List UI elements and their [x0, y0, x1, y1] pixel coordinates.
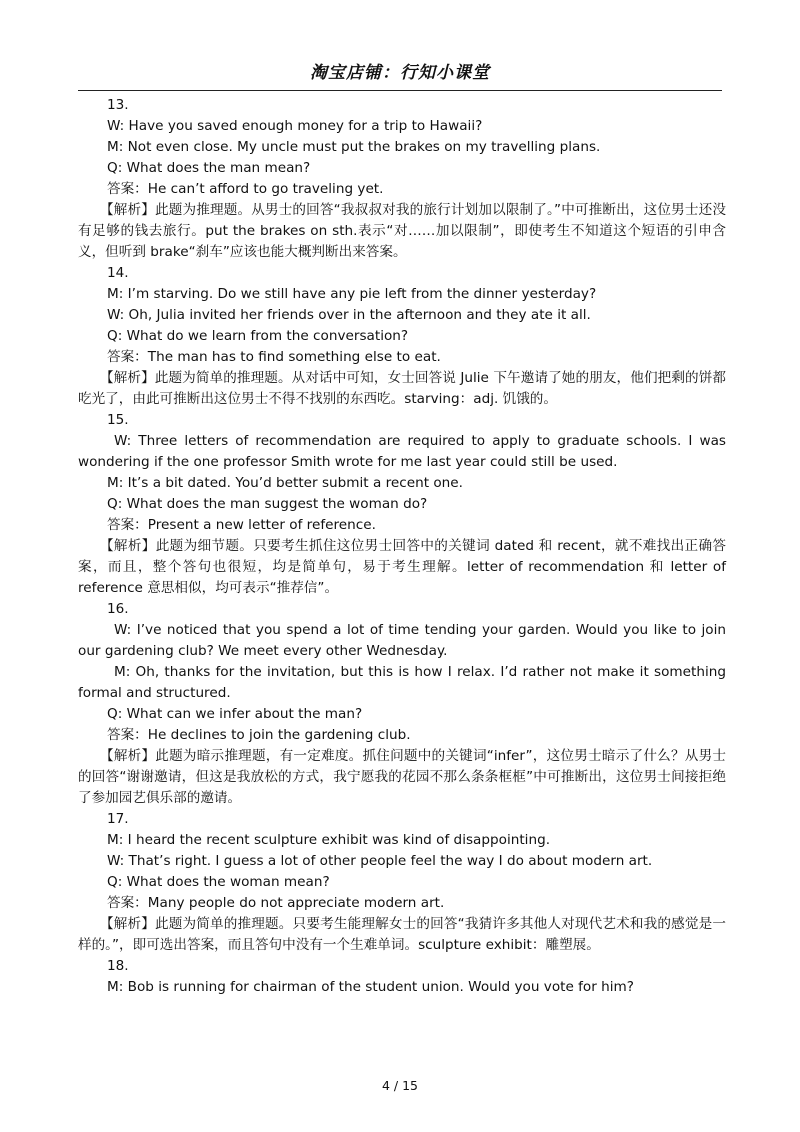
- text-line: M: Bob is running for chairman of the student union. Would you vote for him?: [107, 979, 635, 995]
- text-line: M: Not even close. My uncle must put the brakes on my travelling plans.: [107, 139, 601, 155]
- document-body: [78, 95, 726, 998]
- text-line: 16.: [107, 601, 129, 617]
- text-line: 13.: [107, 97, 129, 113]
- analysis-paragraph: 【解析】此题为细节题。只要考生抓住这位男士回答中的关键词 dated 和 recent，就不难找出正确答案，而且，整个答句也很短，均是简单句，易于考生理解。letter of recommendation 和 letter of reference 意思相似，均可表示“推荐信”。: [78, 538, 726, 596]
- text-line: W: Oh, Julia invited her friends over in the afternoon and they ate it all.: [107, 307, 591, 323]
- analysis-paragraph: 【解析】此题为暗示推理题，有一定难度。抓住问题中的关键词“infer”，这位男士暗示了什么？从男士的回答“谢谢邀请，但这是我放松的方式，我宁愿我的花园不那么条条框框”中可推断出，这位男士间接拒绝了参加园艺俱乐部的邀请。: [78, 748, 726, 806]
- text-line: 18.: [107, 958, 129, 974]
- text-line: 答案：He declines to join the gardening club.: [107, 727, 411, 743]
- text-line: 答案：Many people do not appreciate modern art.: [107, 895, 445, 911]
- analysis-paragraph: 【解析】此题为简单的推理题。只要考生能理解女士的回答“我猜许多其他人对现代艺术和我的感觉是一样的。”，即可选出答案，而且答句中没有一个生难单词。sculpture exhibit：雕塑展。: [78, 916, 726, 953]
- text-line: Q: What do we learn from the conversation?: [107, 328, 409, 344]
- text-line: M: I’m starving. Do we still have any pie left from the dinner yesterday?: [107, 286, 597, 302]
- text-line: Q: What can we infer about the man?: [107, 706, 363, 722]
- text-line: W: Have you saved enough money for a trip to Hawaii?: [107, 118, 483, 134]
- text-line: 17.: [107, 811, 129, 827]
- text-line: Q: What does the man mean?: [107, 160, 311, 176]
- text-line: 答案：Present a new letter of reference.: [107, 517, 376, 533]
- text-line: W: That’s right. I guess a lot of other people feel the way I do about modern art.: [107, 853, 653, 869]
- page-header: [78, 58, 722, 91]
- text-line: 14.: [107, 265, 129, 281]
- text-line: 15.: [107, 412, 129, 428]
- text-line: W: I’ve noticed that you spend a lot of time tending your garden. Would you like to join our gardening club? We meet every other Wednesday.: [78, 622, 726, 659]
- text-line: Q: What does the man suggest the woman do?: [107, 496, 428, 512]
- text-line: W: Three letters of recommendation are required to apply to graduate schools. I was wondering if the one professor Smith wrote for me last year could still be used.: [78, 433, 726, 470]
- analysis-paragraph: 【解析】此题为推理题。从男士的回答“我叔叔对我的旅行计划加以限制了。”中可推断出，这位男士还没有足够的钱去旅行。put the brakes on sth.表示“对……加以限制”，即使考生不知道这个短语的引申含义，但听到 brake“刹车”应该也能大概判断出来答案。: [78, 202, 726, 260]
- analysis-paragraph: 【解析】此题为简单的推理题。从对话中可知，女士回答说 Julie 下午邀请了她的朋友，他们把剩的饼都吃光了，由此可推断出这位男士不得不找别的东西吃。starving：adj. 饥饿的。: [78, 370, 726, 407]
- text-line: 答案：The man has to find something else to eat.: [107, 349, 441, 365]
- text-line: M: I heard the recent sculpture exhibit was kind of disappointing.: [107, 832, 551, 848]
- shop-title: 淘宝店铺：行知小课堂: [310, 63, 490, 83]
- text-line: M: It’s a bit dated. You’d better submit a recent one.: [107, 475, 463, 491]
- page-number: 4 / 15: [381, 1078, 419, 1093]
- text-line: M: Oh, thanks for the invitation, but this is how I relax. I’d rather not make it something formal and structured.: [78, 664, 726, 701]
- text-line: 答案：He can’t afford to go traveling yet.: [107, 181, 384, 197]
- text-line: Q: What does the woman mean?: [107, 874, 330, 890]
